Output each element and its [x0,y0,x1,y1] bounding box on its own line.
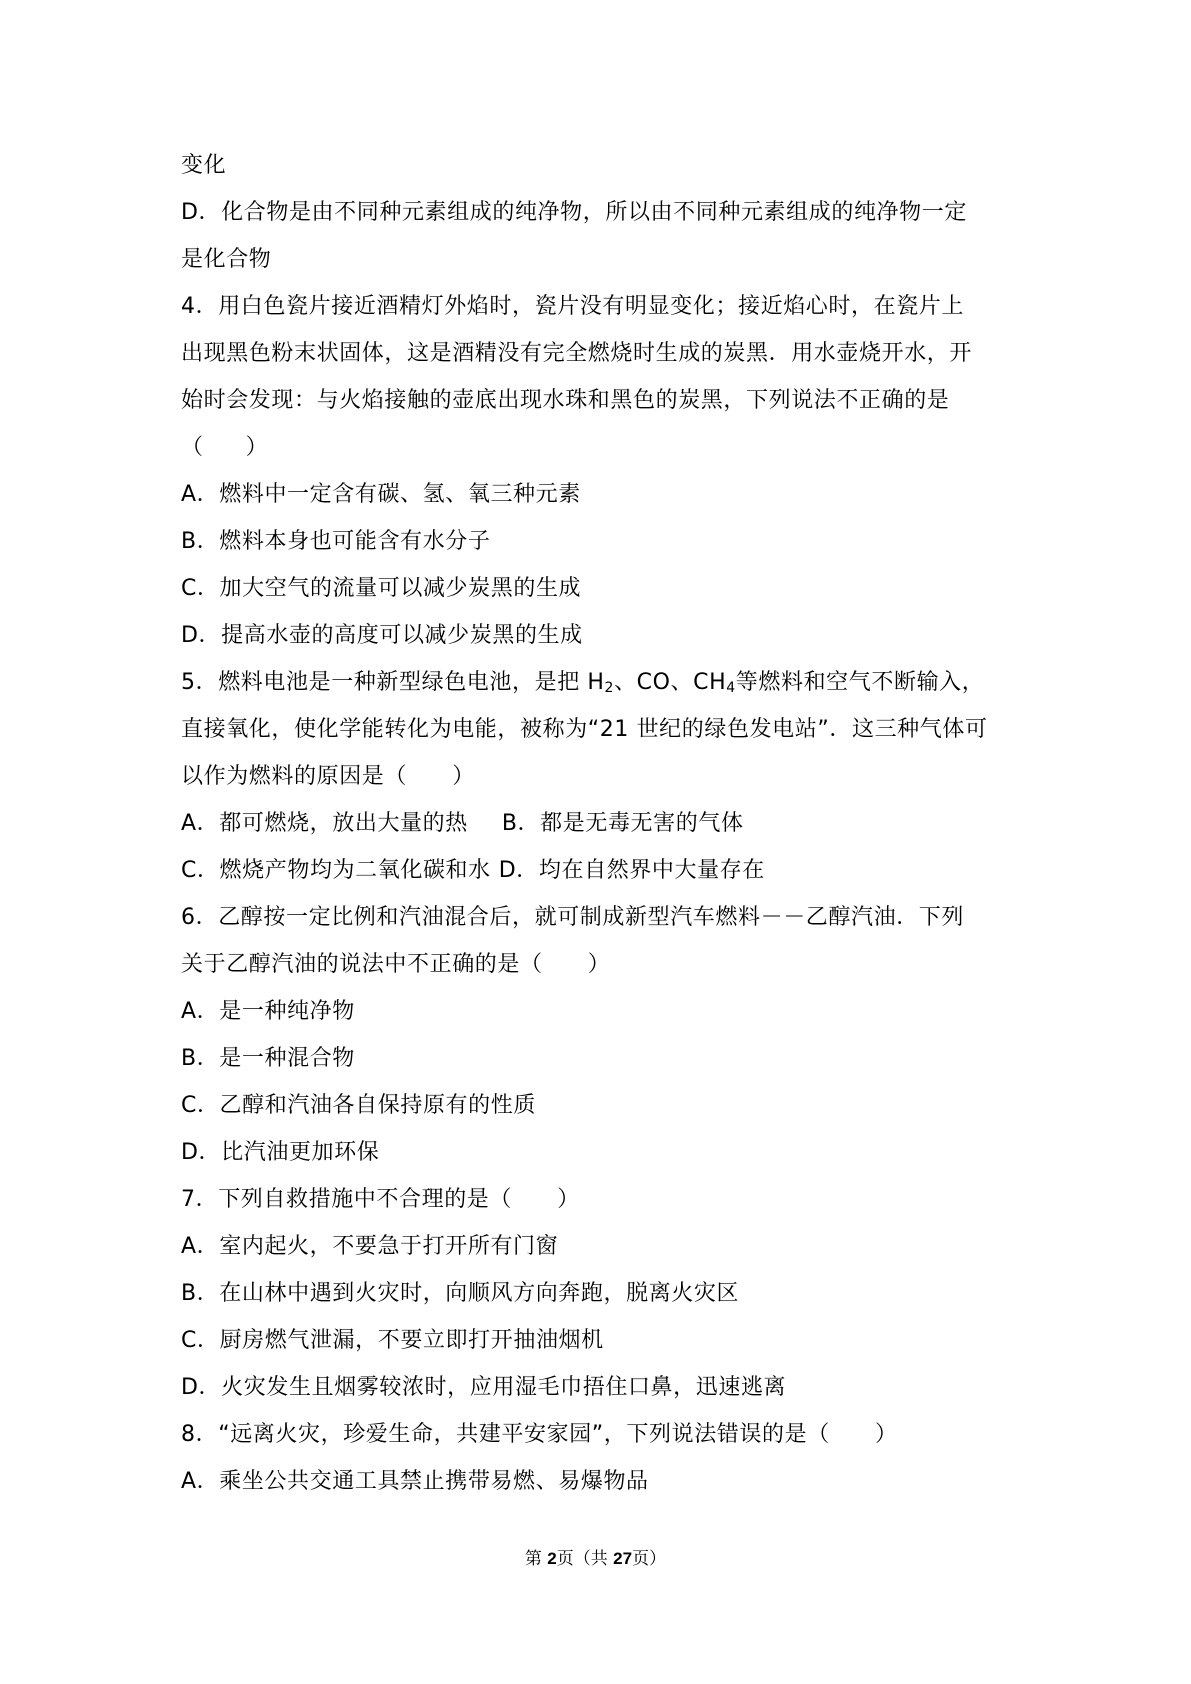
option-d-q3: D．化合物是由不同种元素组成的纯净物，所以由不同种元素组成的纯净物一定 [181,200,967,225]
option-a-q8: A．乘坐公共交通工具禁止携带易燃、易爆物品 [181,1469,649,1494]
open-paren: （ [181,435,204,460]
options-row-q5-cd [181,847,1021,894]
option-a-q7: A．室内起火，不要急于打开所有门窗 [181,1234,559,1259]
question-content [181,142,1021,1505]
close-paren: ） [245,435,269,460]
text-line: 以作为燃料的原因是（ ） [181,764,475,789]
text-line: 是化合物 [181,247,272,272]
option-b-q5: B．都是无毒无害的气体 [501,811,744,836]
question-6-stem: 6．乙醇按一定比例和汽油混合后，就可制成新型汽车燃料－－乙醇汽油．下列 [181,905,964,930]
option-c-q5: C．燃烧产物均为二氧化碳和水 [181,858,491,883]
question-5-stem: 5．燃料电池是一种新型绿色电池，是把 $H_2$、CO、$CH_4$等燃料和空气不断输入， [181,670,985,696]
option-c-q4: C．加大空气的流量可以减少炭黑的生成 [181,576,582,601]
option-a-q4: A．燃料中一定含有碳、氢、氧三种元素 [181,482,581,507]
total-page-count: 27 [613,1549,633,1568]
option-b-q7: B．在山林中遇到火灾时，向顺风方向奔跑，脱离火灾区 [181,1281,740,1306]
options-row-q5-ab [181,800,1021,847]
text-line: 出现黑色粉末状固体，这是酒精没有完全燃烧时生成的炭黑．用水壶烧开水，开 [181,341,973,366]
text-line: 关于乙醇汽油的说法中不正确的是（ ） [181,952,611,977]
option-d-q6: D．比汽油更加环保 [181,1140,380,1165]
option-c-q7: C．厨房燃气泄漏，不要立即打开抽油烟机 [181,1328,604,1353]
text-line: 直接氧化，使化学能转化为电能，被称为“21 世纪的绿色发电站”．这三种气体可 [181,717,988,742]
option-b-q4: B．燃料本身也可能含有水分子 [181,529,491,554]
text-line: 始时会发现：与火焰接触的壶底出现水珠和黑色的炭黑，下列说法不正确的是 [181,388,950,413]
option-a-q5: A．都可燃烧，放出大量的热 [181,811,468,836]
option-b-q6: B．是一种混合物 [181,1046,355,1071]
page-footer: 第 2页（共 27页） [524,1549,667,1569]
text-line: 变化 [181,153,227,178]
option-d-q5: D．均在自然界中大量存在 [498,858,765,883]
current-page-number: 2 [547,1549,557,1568]
answer-blank [181,424,1021,471]
option-c-q6: C．乙醇和汽油各自保持原有的性质 [181,1093,536,1118]
option-d-q7: D．火灾发生且烟雾较浓时，应用湿毛巾捂住口鼻，迅速逃离 [181,1375,787,1400]
question-7-stem: 7．下列自救措施中不合理的是（ ） [181,1187,580,1212]
option-a-q6: A．是一种纯净物 [181,999,355,1024]
question-4-stem: 4．用白色瓷片接近酒精灯外焰时，瓷片没有明显变化；接近焰心时，在瓷片上 [181,294,964,319]
option-d-q4: D．提高水壶的高度可以减少炭黑的生成 [181,623,583,648]
question-8-stem: 8．“远离火灾，珍爱生命，共建平安家园”，下列说法错误的是（ ） [181,1422,898,1447]
